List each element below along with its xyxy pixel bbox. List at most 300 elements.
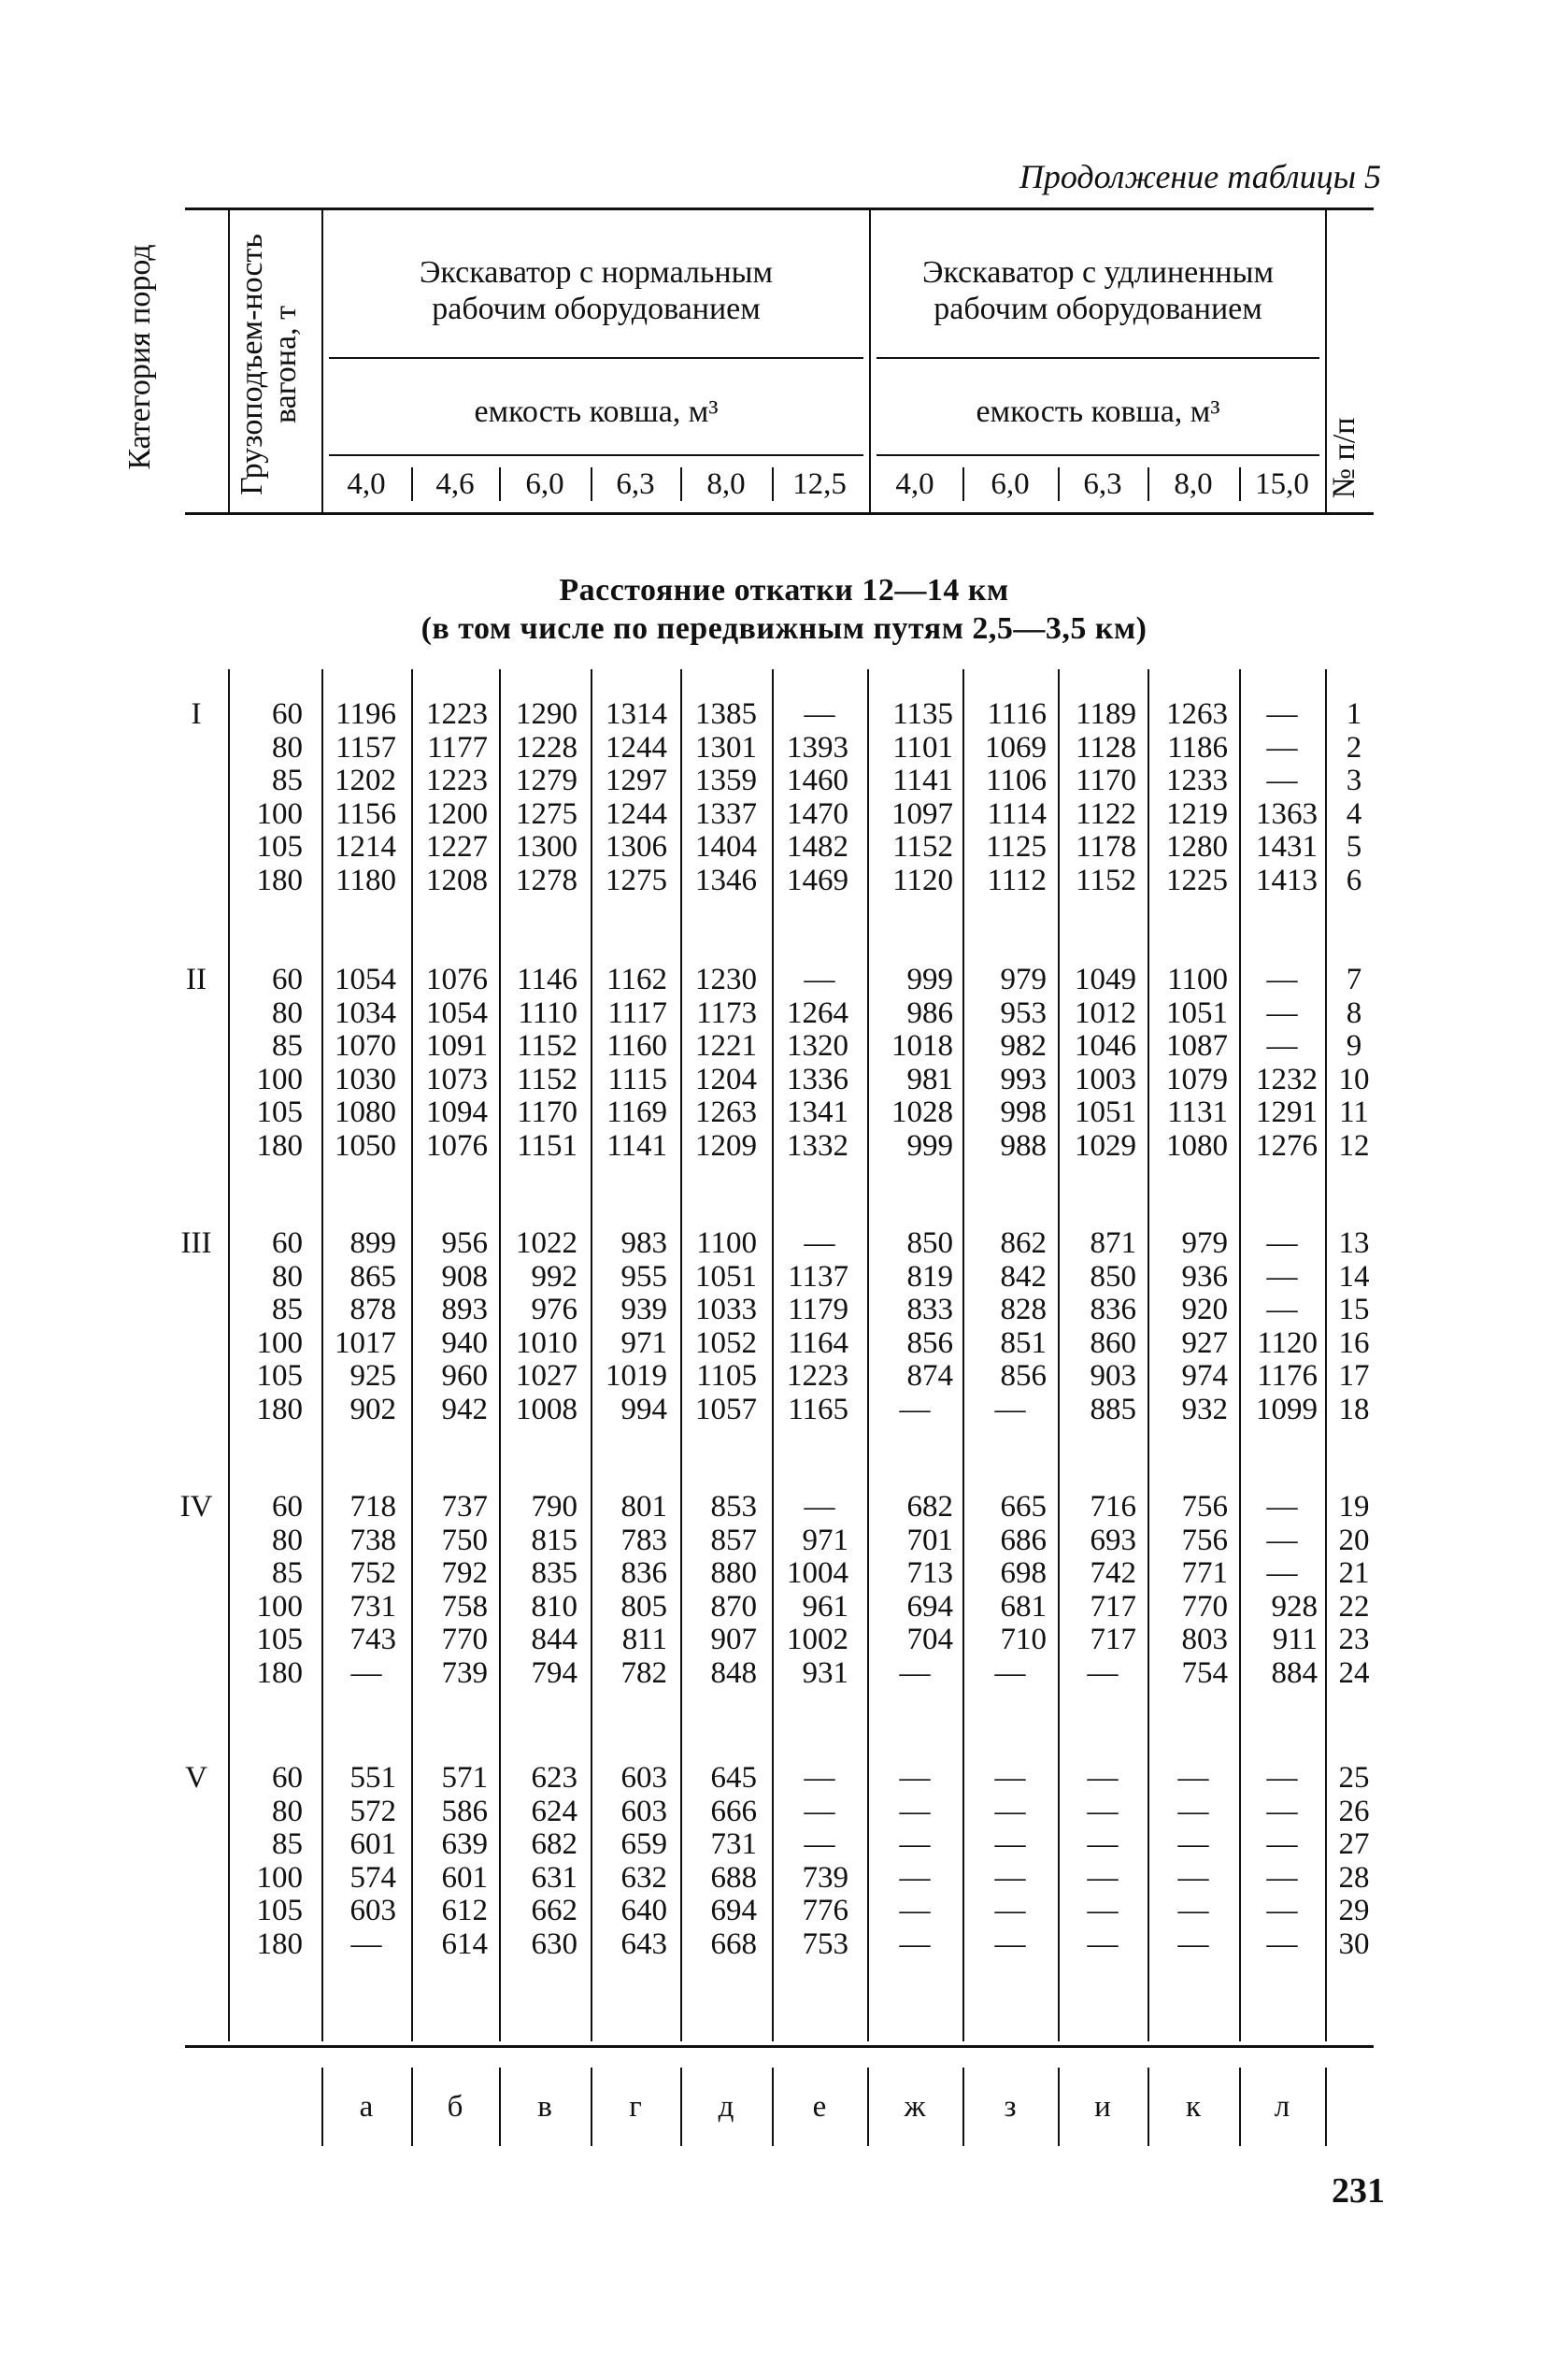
table-cell: 1337 — [695, 796, 757, 831]
letter-separator — [962, 2068, 964, 2146]
header-divider — [228, 209, 230, 513]
table-cell: 1363 — [1256, 796, 1318, 831]
table-cell: 1018 — [891, 1029, 953, 1063]
table-cell: — — [1087, 1827, 1119, 1861]
table-cell: 1320 — [787, 1029, 848, 1063]
table-cell: — — [1266, 995, 1298, 1030]
table-cell: 1057 — [695, 1392, 757, 1426]
table-cell: 860 — [1090, 1325, 1136, 1360]
table-cell: 1225 — [1166, 863, 1228, 897]
table-cell: 960 — [441, 1359, 488, 1393]
table-cell: — — [350, 1655, 382, 1690]
letter-separator — [867, 2068, 869, 2146]
row-number: 15 — [1338, 1293, 1370, 1326]
table-cell: 1076 — [426, 963, 488, 996]
table-cell: 659 — [620, 1827, 667, 1861]
table-cell: 1004 — [787, 1556, 848, 1590]
wagon-capacity: 85 — [272, 1029, 303, 1063]
table-cell: 1135 — [892, 697, 953, 731]
table-cell: 1276 — [1256, 1128, 1318, 1163]
table-cell: 908 — [441, 1259, 488, 1294]
table-cell: 1152 — [517, 1029, 577, 1063]
table-cell: — — [1087, 1655, 1119, 1690]
table-cell: 1162 — [606, 963, 667, 996]
table-cell: 927 — [1181, 1325, 1228, 1360]
table-cell: 1051 — [1075, 1095, 1136, 1129]
table-cell: 1120 — [892, 863, 953, 897]
table-cell: 1219 — [1166, 796, 1228, 831]
row-number: 30 — [1338, 1926, 1370, 1961]
row-number: 22 — [1338, 1589, 1370, 1624]
table-cell: — — [1177, 1894, 1209, 1927]
table-cell: 982 — [1000, 1029, 1047, 1063]
header-category-label: Категория пород — [122, 244, 157, 470]
column-letter: л — [1274, 2090, 1290, 2124]
table-cell: 1223 — [426, 764, 488, 797]
table-cell: 932 — [1181, 1392, 1228, 1426]
row-number: 4 — [1346, 796, 1362, 831]
table-cell: 865 — [349, 1259, 396, 1294]
letter-separator — [1058, 2068, 1060, 2146]
table-cell: 1460 — [787, 764, 848, 797]
table-cell: 1300 — [516, 830, 577, 864]
table-cell: 1178 — [1076, 830, 1136, 864]
group-extended-title — [877, 254, 1319, 327]
table-cell: 1232 — [1256, 1062, 1318, 1096]
table-cell: 1137 — [788, 1259, 848, 1294]
table-cell: 1051 — [1166, 995, 1228, 1030]
table-cell: 739 — [802, 1860, 848, 1895]
table-cell: 981 — [906, 1062, 953, 1096]
table-cell: 902 — [349, 1392, 396, 1426]
bucket-separator — [1239, 467, 1241, 501]
table-cell: — — [1266, 730, 1298, 765]
table-cell: 731 — [349, 1589, 396, 1624]
table-cell: 853 — [710, 1490, 757, 1524]
table-cell: 971 — [802, 1523, 848, 1557]
table-cell: 792 — [441, 1556, 488, 1590]
row-number: 17 — [1338, 1359, 1370, 1393]
table-cell: 752 — [349, 1556, 396, 1590]
table-cell: 1080 — [335, 1095, 396, 1129]
table-cell: 1186 — [1167, 730, 1228, 765]
column-letter: а — [359, 2090, 374, 2124]
column-letter: ж — [904, 2090, 926, 2124]
header-top-rule — [185, 208, 1374, 210]
table-cell: 961 — [802, 1589, 848, 1624]
table-cell: 698 — [1000, 1556, 1047, 1590]
row-number: 10 — [1338, 1062, 1370, 1096]
table-cell: 1177 — [427, 730, 488, 765]
table-cell: 880 — [710, 1556, 757, 1590]
table-cell: 717 — [1090, 1623, 1136, 1656]
table-cell: 1105 — [696, 1359, 757, 1393]
table-cell: — — [1266, 1860, 1298, 1895]
group-extended-title-line2: рабочим оборудованием — [934, 292, 1262, 327]
table-cell: 893 — [441, 1293, 488, 1326]
table-cell: — — [1266, 1894, 1298, 1927]
table-cell: 753 — [802, 1926, 848, 1961]
table-cell: 1346 — [695, 863, 757, 897]
table-cell: 870 — [710, 1589, 757, 1624]
table-cell: 1244 — [606, 796, 667, 831]
table-cell: — — [1087, 1894, 1119, 1927]
table-cell: 848 — [710, 1655, 757, 1690]
wagon-capacity: 100 — [256, 1589, 303, 1624]
table-cell: 871 — [1090, 1226, 1136, 1260]
table-cell: 1156 — [335, 796, 396, 831]
wagon-capacity: 100 — [256, 796, 303, 831]
table-cell: 776 — [802, 1894, 848, 1927]
letter-separator — [499, 2068, 501, 2146]
row-number: 3 — [1346, 764, 1362, 797]
table-cell: — — [994, 1655, 1026, 1690]
header-index-label: № п/п — [1327, 417, 1361, 499]
table-cell: — — [1266, 697, 1298, 731]
table-cell: 1030 — [335, 1062, 396, 1096]
table-cell: — — [1266, 1926, 1298, 1961]
letter-separator — [591, 2068, 592, 2146]
wagon-capacity: 180 — [256, 1926, 303, 1961]
table-cell: — — [994, 1894, 1026, 1927]
table-cell: 686 — [1000, 1523, 1047, 1557]
table-cell: 1017 — [335, 1325, 396, 1360]
table-cell: 682 — [531, 1827, 577, 1861]
wagon-capacity: 180 — [256, 863, 303, 897]
table-cell: 1029 — [1075, 1128, 1136, 1163]
bucket-capacity: 4,6 — [435, 467, 475, 501]
bucket-separator — [411, 467, 413, 501]
rock-category: V — [185, 1761, 207, 1795]
bucket-capacity: 4,0 — [895, 467, 934, 501]
row-number: 12 — [1338, 1128, 1370, 1163]
table-cell: 639 — [441, 1827, 488, 1861]
row-number: 7 — [1346, 963, 1362, 996]
table-cell: 717 — [1090, 1589, 1136, 1624]
table-cell: 1050 — [335, 1128, 396, 1163]
column-letter: в — [537, 2090, 552, 2124]
table-cell: — — [994, 1392, 1026, 1426]
table-cell: 1189 — [1076, 697, 1136, 731]
table-cell: 640 — [620, 1894, 667, 1927]
table-cell: 645 — [710, 1761, 757, 1795]
table-cell: — — [1177, 1860, 1209, 1895]
table-cell: 1157 — [335, 730, 396, 765]
table-cell: 1080 — [1166, 1128, 1228, 1163]
table-cell: 1170 — [1076, 764, 1136, 797]
table-cell: 1196 — [335, 697, 396, 731]
table-cell: 1290 — [516, 697, 577, 731]
table-cell: — — [1087, 1794, 1119, 1828]
wagon-capacity: 85 — [272, 1293, 303, 1326]
table-cell: 790 — [531, 1490, 577, 1524]
table-cell: 999 — [906, 963, 953, 996]
table-cell: 994 — [620, 1392, 667, 1426]
table-cell: 750 — [441, 1523, 488, 1557]
group-normal-title-line1: Экскаватор с нормальным — [419, 255, 773, 290]
row-number: 28 — [1338, 1860, 1370, 1895]
group-extended-title-line1: Экскаватор с удлиненным — [922, 255, 1274, 290]
table-cell: 1076 — [426, 1128, 488, 1163]
table-cell: 1204 — [695, 1062, 757, 1096]
table-cell: 1404 — [695, 830, 757, 864]
table-cell: 1208 — [426, 863, 488, 897]
table-cell: 742 — [1090, 1556, 1136, 1590]
table-cell: 1054 — [426, 995, 488, 1030]
header-divider — [321, 209, 323, 513]
header-inner-rule — [329, 454, 863, 456]
column-letter: е — [812, 2090, 827, 2124]
table-cell: 884 — [1271, 1655, 1318, 1690]
table-cell: 1214 — [335, 830, 396, 864]
table-cell: 1114 — [987, 796, 1047, 831]
letter-separator — [411, 2068, 413, 2146]
table-cell: 874 — [906, 1359, 953, 1393]
table-cell: 1034 — [335, 995, 396, 1030]
table-cell: — — [899, 1926, 931, 1961]
table-cell: 811 — [621, 1623, 667, 1656]
table-cell: 682 — [906, 1490, 953, 1524]
table-cell: 1413 — [1256, 863, 1318, 897]
table-cell: 704 — [906, 1623, 953, 1656]
table-cell: 856 — [1000, 1359, 1047, 1393]
rock-category: III — [180, 1226, 212, 1260]
bucket-capacity: 6,3 — [616, 467, 655, 501]
table-cell: 665 — [1000, 1490, 1047, 1524]
table-cell: 754 — [1181, 1655, 1228, 1690]
column-rule — [1325, 669, 1327, 2041]
bucket-separator — [1058, 467, 1060, 501]
table-cell: 738 — [349, 1523, 396, 1557]
table-cell: 1069 — [985, 730, 1047, 765]
table-cell: 551 — [349, 1761, 396, 1795]
letter-separator — [680, 2068, 682, 2146]
table-cell: — — [1266, 1490, 1298, 1524]
table-cell: — — [899, 1761, 931, 1795]
table-cell: 974 — [1181, 1359, 1228, 1393]
table-cell: 979 — [1000, 963, 1047, 996]
table-cell: 971 — [620, 1325, 667, 1360]
table-cell: 1097 — [891, 796, 953, 831]
wagon-capacity: 180 — [256, 1392, 303, 1426]
table-cell: — — [1087, 1761, 1119, 1795]
table-cell: 1116 — [987, 697, 1047, 731]
table-cell: 1314 — [606, 697, 667, 731]
table-cell: 828 — [1000, 1293, 1047, 1326]
table-cell: 1100 — [696, 1226, 757, 1260]
table-cell: 979 — [1181, 1226, 1228, 1260]
table-cell: 782 — [620, 1655, 667, 1690]
bucket-separator — [680, 467, 682, 501]
bucket-capacity: 6,0 — [525, 467, 564, 501]
letter-separator — [1239, 2068, 1241, 2146]
table-cell: 1022 — [516, 1226, 577, 1260]
table-cell: 1301 — [695, 730, 757, 765]
table-cell: 632 — [620, 1860, 667, 1895]
table-cell: 758 — [441, 1589, 488, 1624]
bucket-capacity: 15,0 — [1255, 467, 1309, 501]
wagon-capacity: 60 — [272, 963, 303, 996]
table-cell: 999 — [906, 1128, 953, 1163]
table-cell: — — [804, 1490, 835, 1524]
header-bottom-rule — [185, 512, 1374, 515]
caption-line1: Расстояние откатки 12—14 км — [559, 573, 1009, 608]
column-letter: г — [629, 2090, 642, 2124]
table-cell: 1131 — [1167, 1095, 1228, 1129]
continuation-caption: Продолжение таблицы 5 — [1019, 158, 1381, 195]
table-cell: 739 — [441, 1655, 488, 1690]
table-cell: — — [899, 1827, 931, 1861]
table-cell: 1431 — [1256, 830, 1318, 864]
column-letter: б — [447, 2090, 463, 2124]
table-cell: 1073 — [426, 1062, 488, 1096]
table-cell: — — [1266, 1827, 1298, 1861]
table-cell: — — [804, 1794, 835, 1828]
table-cell: 1125 — [986, 830, 1047, 864]
table-cell: 1094 — [426, 1095, 488, 1129]
table-cell: 1470 — [787, 796, 848, 831]
table-cell: — — [1177, 1827, 1209, 1861]
table-cell: 694 — [710, 1894, 757, 1927]
column-rule — [680, 669, 682, 2041]
row-number: 24 — [1338, 1655, 1370, 1690]
table-cell: 586 — [441, 1794, 488, 1828]
wagon-capacity: 105 — [256, 1894, 303, 1927]
table-cell: 1280 — [1166, 830, 1228, 864]
table-cell: 1117 — [607, 995, 667, 1030]
row-number: 11 — [1339, 1095, 1369, 1129]
table-cell: 835 — [531, 1556, 577, 1590]
table-cell: 1297 — [606, 764, 667, 797]
group-normal-subtitle: емкость ковша, м³ — [474, 394, 719, 429]
table-cell: 928 — [1271, 1589, 1318, 1624]
wagon-capacity: 180 — [256, 1128, 303, 1163]
table-cell: 770 — [441, 1623, 488, 1656]
column-letter: к — [1185, 2090, 1202, 2124]
section-caption — [0, 572, 1568, 649]
table-cell: 1263 — [695, 1095, 757, 1129]
table-cell: 1221 — [695, 1029, 757, 1063]
table-cell: — — [1266, 1761, 1298, 1795]
table-cell: 1079 — [1166, 1062, 1228, 1096]
letter-separator — [1147, 2068, 1149, 2146]
wagon-capacity: 85 — [272, 1556, 303, 1590]
table-cell: 1101 — [892, 730, 953, 765]
wagon-capacity: 60 — [272, 697, 303, 731]
table-cell: — — [899, 1392, 931, 1426]
group-normal-title — [329, 254, 863, 327]
table-cell: — — [899, 1860, 931, 1895]
table-cell: 1051 — [695, 1259, 757, 1294]
header-inner-rule — [877, 357, 1319, 359]
table-cell: 1291 — [1256, 1095, 1318, 1129]
column-rule — [591, 669, 592, 2041]
table-cell: 756 — [1181, 1490, 1228, 1524]
table-cell: 731 — [710, 1827, 757, 1861]
table-cell: 851 — [1000, 1325, 1047, 1360]
table-cell: — — [1177, 1926, 1209, 1961]
table-cell: — — [1266, 764, 1298, 797]
table-cell: 1146 — [517, 963, 577, 996]
header-capacity-text: Грузоподъем-ность вагона, т — [235, 234, 303, 495]
table-cell: 1070 — [335, 1029, 396, 1063]
table-cell: 710 — [1000, 1623, 1047, 1656]
row-number: 13 — [1338, 1226, 1370, 1260]
wagon-capacity: 85 — [272, 1827, 303, 1861]
table-cell: 1152 — [892, 830, 953, 864]
table-cell: 983 — [620, 1226, 667, 1260]
table-cell: 612 — [441, 1894, 488, 1927]
table-cell: 1087 — [1166, 1029, 1228, 1063]
table-cell: 1112 — [987, 863, 1047, 897]
table-cell: 1230 — [695, 963, 757, 996]
table-cell: — — [1266, 1259, 1298, 1294]
table-cell: 899 — [349, 1226, 396, 1260]
table-cell: 1152 — [1076, 863, 1136, 897]
letter-separator — [772, 2068, 774, 2146]
table-cell: 681 — [1000, 1589, 1047, 1624]
table-cell: — — [994, 1761, 1026, 1795]
table-cell: — — [899, 1794, 931, 1828]
table-cell: 614 — [441, 1926, 488, 1961]
bucket-capacity: 8,0 — [1174, 467, 1213, 501]
wagon-capacity: 60 — [272, 1761, 303, 1795]
table-cell: — — [804, 1827, 835, 1861]
wagon-capacity: 80 — [272, 1794, 303, 1828]
table-cell: 1278 — [516, 863, 577, 897]
table-cell: 1336 — [787, 1062, 848, 1096]
table-cell: 1385 — [695, 697, 757, 731]
letter-separator — [321, 2068, 323, 2146]
table-cell: 603 — [620, 1761, 667, 1795]
table-cell: 1141 — [892, 764, 953, 797]
table-cell: 911 — [1272, 1623, 1318, 1656]
row-number: 19 — [1338, 1490, 1370, 1524]
table-cell: — — [899, 1894, 931, 1927]
row-number: 25 — [1338, 1761, 1370, 1795]
table-cell: — — [994, 1860, 1026, 1895]
table-cell: 805 — [620, 1589, 667, 1624]
table-cell: 1152 — [517, 1062, 577, 1096]
table-cell: — — [1177, 1794, 1209, 1828]
row-number: 8 — [1346, 995, 1362, 1030]
table-cell: — — [1266, 963, 1298, 996]
table-cell: 988 — [1000, 1128, 1047, 1163]
table-cell: 1169 — [606, 1095, 667, 1129]
table-cell: 783 — [620, 1523, 667, 1557]
row-number: 14 — [1338, 1259, 1370, 1294]
bucket-capacity: 6,0 — [991, 467, 1030, 501]
table-cell: 1033 — [695, 1293, 757, 1326]
table-cell: 1209 — [695, 1128, 757, 1163]
table-cell: 666 — [710, 1794, 757, 1828]
wagon-capacity: 105 — [256, 1623, 303, 1656]
table-cell: 601 — [441, 1860, 488, 1895]
wagon-capacity: 80 — [272, 1259, 303, 1294]
row-number: 1 — [1346, 697, 1362, 731]
table-cell: 903 — [1090, 1359, 1136, 1393]
wagon-capacity: 180 — [256, 1655, 303, 1690]
table-cell: 1482 — [787, 830, 848, 864]
bucket-capacity: 6,3 — [1083, 467, 1122, 501]
row-number: 5 — [1346, 830, 1362, 864]
table-cell: — — [899, 1655, 931, 1690]
table-cell: — — [994, 1827, 1026, 1861]
column-rule — [411, 669, 413, 2041]
table-cell: 1393 — [787, 730, 848, 765]
bucket-separator — [962, 467, 964, 501]
table-cell: 920 — [1181, 1293, 1228, 1326]
